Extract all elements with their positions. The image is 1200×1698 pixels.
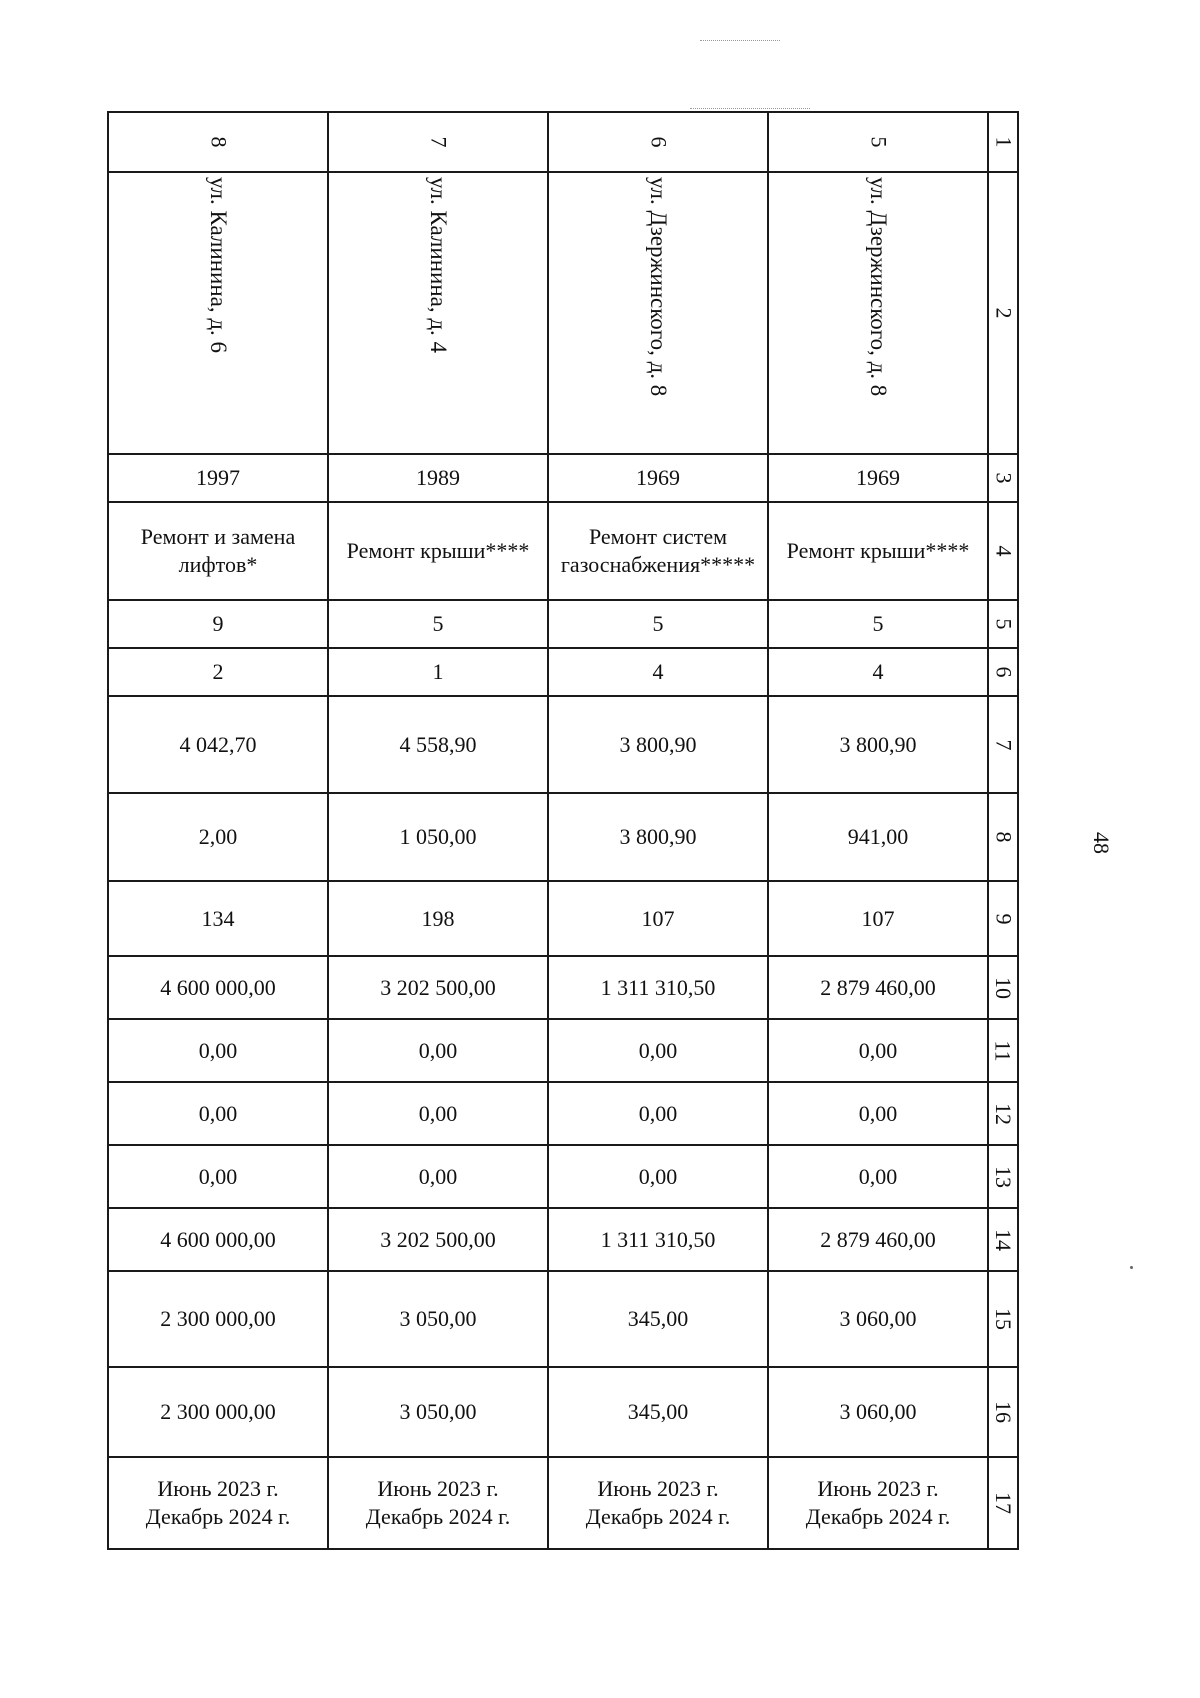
work-type-cell: Ремонт и замена лифтов* (108, 502, 328, 600)
table-row (108, 112, 1018, 172)
table-row (108, 881, 1018, 956)
table-row (108, 600, 1018, 648)
row-number-cell: 9 (988, 881, 1018, 956)
value-cell: 3 202 500,00 (328, 956, 548, 1019)
row-number-cell: 11 (988, 1019, 1018, 1082)
row-number-cell: 8 (988, 793, 1018, 881)
value-cell: 0,00 (108, 1145, 328, 1208)
value-cell: 0,00 (328, 1145, 548, 1208)
table-row (108, 1208, 1018, 1271)
row-number-cell: 5 (988, 600, 1018, 648)
value-cell: 4 600 000,00 (108, 1208, 328, 1271)
row-number-cell: 12 (988, 1082, 1018, 1145)
work-type-cell: Ремонт крыши**** (768, 502, 988, 600)
table-row (108, 1271, 1018, 1367)
value-cell: 0,00 (548, 1019, 768, 1082)
value-cell: 3 800,90 (548, 793, 768, 881)
address-cell (108, 172, 328, 454)
row-number-cell: 17 (988, 1457, 1018, 1549)
value-cell: 1 311 310,50 (548, 1208, 768, 1271)
value-cell: 3 060,00 (768, 1367, 988, 1457)
value-cell: 4 (548, 648, 768, 696)
row-number-cell: 10 (988, 956, 1018, 1019)
year-cell: 1969 (548, 454, 768, 502)
row-number-cell: 15 (988, 1271, 1018, 1367)
table-row (108, 696, 1018, 793)
work-type-cell: Ремонт крыши**** (328, 502, 548, 600)
value-cell: 941,00 (768, 793, 988, 881)
value-cell: 3 060,00 (768, 1271, 988, 1367)
table-row (108, 1082, 1018, 1145)
row-number-cell: 6 (988, 648, 1018, 696)
table-row (108, 502, 1018, 600)
value-cell: 9 (108, 600, 328, 648)
value-cell: 134 (108, 881, 328, 956)
value-cell: 0,00 (548, 1145, 768, 1208)
value-cell: 3 050,00 (328, 1271, 548, 1367)
value-cell: 198 (328, 881, 548, 956)
value-cell: 3 800,90 (548, 696, 768, 793)
value-cell: 5 (768, 600, 988, 648)
value-cell: 2 879 460,00 (768, 1208, 988, 1271)
row-number-cell: 3 (988, 454, 1018, 502)
table-row (108, 956, 1018, 1019)
address-cell (548, 172, 768, 454)
value-cell: 4 558,90 (328, 696, 548, 793)
value-cell: 345,00 (548, 1271, 768, 1367)
address-text: ул. Дзержинского, д. 8 (866, 177, 891, 397)
scan-artifact (1130, 1266, 1133, 1269)
column-number-cell: 5 (768, 112, 988, 172)
column-number-cell: 7 (328, 112, 548, 172)
table-row (108, 1019, 1018, 1082)
address-text: ул. Калинина, д. 6 (206, 177, 231, 354)
column-number-cell: 8 (108, 112, 328, 172)
work-type-cell: Ремонт систем газоснабжения***** (548, 502, 768, 600)
value-cell: 0,00 (768, 1019, 988, 1082)
value-cell: 107 (768, 881, 988, 956)
year-cell: 1969 (768, 454, 988, 502)
period-cell: Июнь 2023 г. Декабрь 2024 г. (328, 1457, 548, 1549)
table-row (108, 1367, 1018, 1457)
table-row (108, 172, 1018, 454)
value-cell: 3 202 500,00 (328, 1208, 548, 1271)
row-number-cell: 4 (988, 502, 1018, 600)
row-number-cell: 14 (988, 1208, 1018, 1271)
address-text: ул. Дзержинского, д. 8 (646, 177, 671, 397)
value-cell: 3 050,00 (328, 1367, 548, 1457)
value-cell: 4 600 000,00 (108, 956, 328, 1019)
value-cell: 1 050,00 (328, 793, 548, 881)
value-cell: 0,00 (328, 1082, 548, 1145)
value-cell: 5 (328, 600, 548, 648)
value-cell: 1 (328, 648, 548, 696)
row-number-cell: 13 (988, 1145, 1018, 1208)
value-cell: 2,00 (108, 793, 328, 881)
value-cell: 5 (548, 600, 768, 648)
scan-artifact (700, 40, 780, 42)
value-cell: 0,00 (108, 1082, 328, 1145)
page-number: 48 (1089, 832, 1114, 854)
value-cell: 3 800,90 (768, 696, 988, 793)
table-row (108, 793, 1018, 881)
value-cell: 1 311 310,50 (548, 956, 768, 1019)
value-cell: 345,00 (548, 1367, 768, 1457)
value-cell: 0,00 (108, 1019, 328, 1082)
value-cell: 2 (108, 648, 328, 696)
table-row (108, 1145, 1018, 1208)
value-cell: 2 300 000,00 (108, 1271, 328, 1367)
column-number-cell: 6 (548, 112, 768, 172)
value-cell: 0,00 (768, 1082, 988, 1145)
table-row (108, 648, 1018, 696)
scan-artifact (690, 108, 810, 110)
value-cell: 0,00 (768, 1145, 988, 1208)
row-number-cell: 16 (988, 1367, 1018, 1457)
address-cell (768, 172, 988, 454)
period-cell: Июнь 2023 г. Декабрь 2024 г. (108, 1457, 328, 1549)
value-cell: 2 879 460,00 (768, 956, 988, 1019)
year-cell: 1997 (108, 454, 328, 502)
value-cell: 2 300 000,00 (108, 1367, 328, 1457)
value-cell: 0,00 (548, 1082, 768, 1145)
capital-repair-table (107, 111, 1019, 1550)
value-cell: 4 042,70 (108, 696, 328, 793)
value-cell: 4 (768, 648, 988, 696)
table-row (108, 454, 1018, 502)
period-cell: Июнь 2023 г. Декабрь 2024 г. (548, 1457, 768, 1549)
year-cell: 1989 (328, 454, 548, 502)
value-cell: 0,00 (328, 1019, 548, 1082)
address-cell (328, 172, 548, 454)
table-row (108, 1457, 1018, 1549)
row-number-cell: 7 (988, 696, 1018, 793)
row-number-cell: 2 (988, 172, 1018, 454)
period-cell: Июнь 2023 г. Декабрь 2024 г. (768, 1457, 988, 1549)
value-cell: 107 (548, 881, 768, 956)
row-number-cell: 1 (988, 112, 1018, 172)
address-text: ул. Калинина, д. 4 (426, 177, 451, 354)
